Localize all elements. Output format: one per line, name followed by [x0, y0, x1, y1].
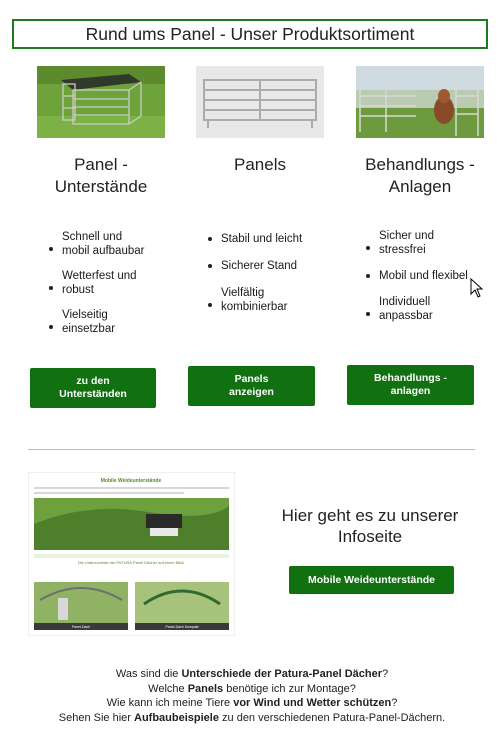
mouse-pointer-icon: [470, 278, 484, 300]
column-title-line1: Behandlungs -: [365, 155, 475, 174]
button-label-line1: zu den: [76, 375, 110, 387]
thumb-caption-right: Panel-Dach Kompakt: [165, 625, 199, 629]
button-label-line2: anzeigen: [229, 386, 274, 398]
list-item: Vielfältig kombinierbar: [205, 286, 325, 314]
list-item: Individuell anpassbar: [363, 295, 483, 323]
panels-button[interactable]: [188, 366, 315, 406]
panels-photo[interactable]: [196, 66, 324, 138]
section-divider: [28, 449, 475, 450]
column-title-line2: Anlagen: [388, 177, 452, 196]
thumb-subheading: Die Unterschiede der PATURA Panel Dächer auf einen Blick: [77, 560, 185, 565]
product-column-panels: [185, 66, 335, 220]
feature-list-handling: [363, 229, 483, 323]
column-title: [26, 154, 176, 220]
column-title-line2: Unterstände: [54, 177, 148, 196]
list-item: Vielseitig einsetzbar: [46, 308, 166, 336]
handling-system-photo[interactable]: [356, 66, 484, 138]
footer-emphasis: Aufbaubeispiele: [134, 711, 219, 724]
button-label-line2: anlagen: [390, 385, 431, 397]
footer-line: Welche Panels benötige ich zur Montage?: [148, 682, 356, 695]
button-label-line1: Panels: [234, 373, 269, 385]
product-column-handling-systems: [345, 66, 495, 220]
panel-shelter-photo[interactable]: [37, 66, 165, 138]
column-title-line1: Panel -: [74, 155, 128, 174]
list-item: Stabil und leicht: [205, 232, 325, 246]
column-title: [345, 154, 495, 220]
footer-emphasis: vor Wind und Wetter schützen: [233, 697, 392, 709]
list-item: Mobil und flexibel: [363, 269, 483, 283]
thumb-caption-left: Panel-Dach: [71, 625, 91, 629]
list-item: Wetterfest und robust: [46, 269, 166, 297]
info-heading-line1: Hier geht es zu unserer: [281, 506, 459, 525]
page-title: Rund ums Panel - Unser Produktsortiment: [85, 23, 415, 44]
button-label: Mobile Weideunterstände: [308, 573, 435, 586]
list-item: Sicherer Stand: [205, 259, 325, 273]
list-item: Schnell und mobil aufbaubar: [46, 230, 166, 258]
list-item: Sicher und stressfrei: [363, 229, 483, 257]
button-label-line2: Unterständen: [59, 388, 127, 400]
footer-line: Sehen Sie hier Aufbaubeispiele zu den verschiedenen Patura-Panel-Dächern.: [58, 711, 446, 724]
info-page-thumbnail[interactable]: [28, 472, 235, 636]
mobile-shelters-button[interactable]: [289, 566, 454, 594]
page-title-banner: [12, 19, 488, 49]
product-column-panel-shelters: [26, 66, 176, 220]
handling-button[interactable]: [347, 365, 474, 405]
info-heading: [258, 505, 482, 547]
footer-emphasis: Unterschiede der Patura-Panel Dächer: [181, 668, 383, 680]
footer-line: Was sind die Unterschiede der Patura-Panel Dächer?: [115, 668, 389, 680]
info-heading-line2: Infoseite: [337, 527, 403, 546]
footer-questions: [0, 667, 504, 725]
thumb-heading: Mobile Weideunterstände: [100, 478, 162, 484]
feature-list-panels: [205, 232, 325, 314]
footer-line: Wie kann ich meine Tiere vor Wind und Wetter schützen?: [106, 697, 398, 709]
button-label-line1: Behandlungs -: [374, 372, 447, 384]
feature-list-shelters: [46, 230, 166, 336]
column-title: [185, 154, 335, 220]
footer-emphasis: Panels: [187, 682, 224, 695]
column-title-line1: Panels: [234, 155, 286, 174]
shelters-button[interactable]: [30, 368, 156, 408]
